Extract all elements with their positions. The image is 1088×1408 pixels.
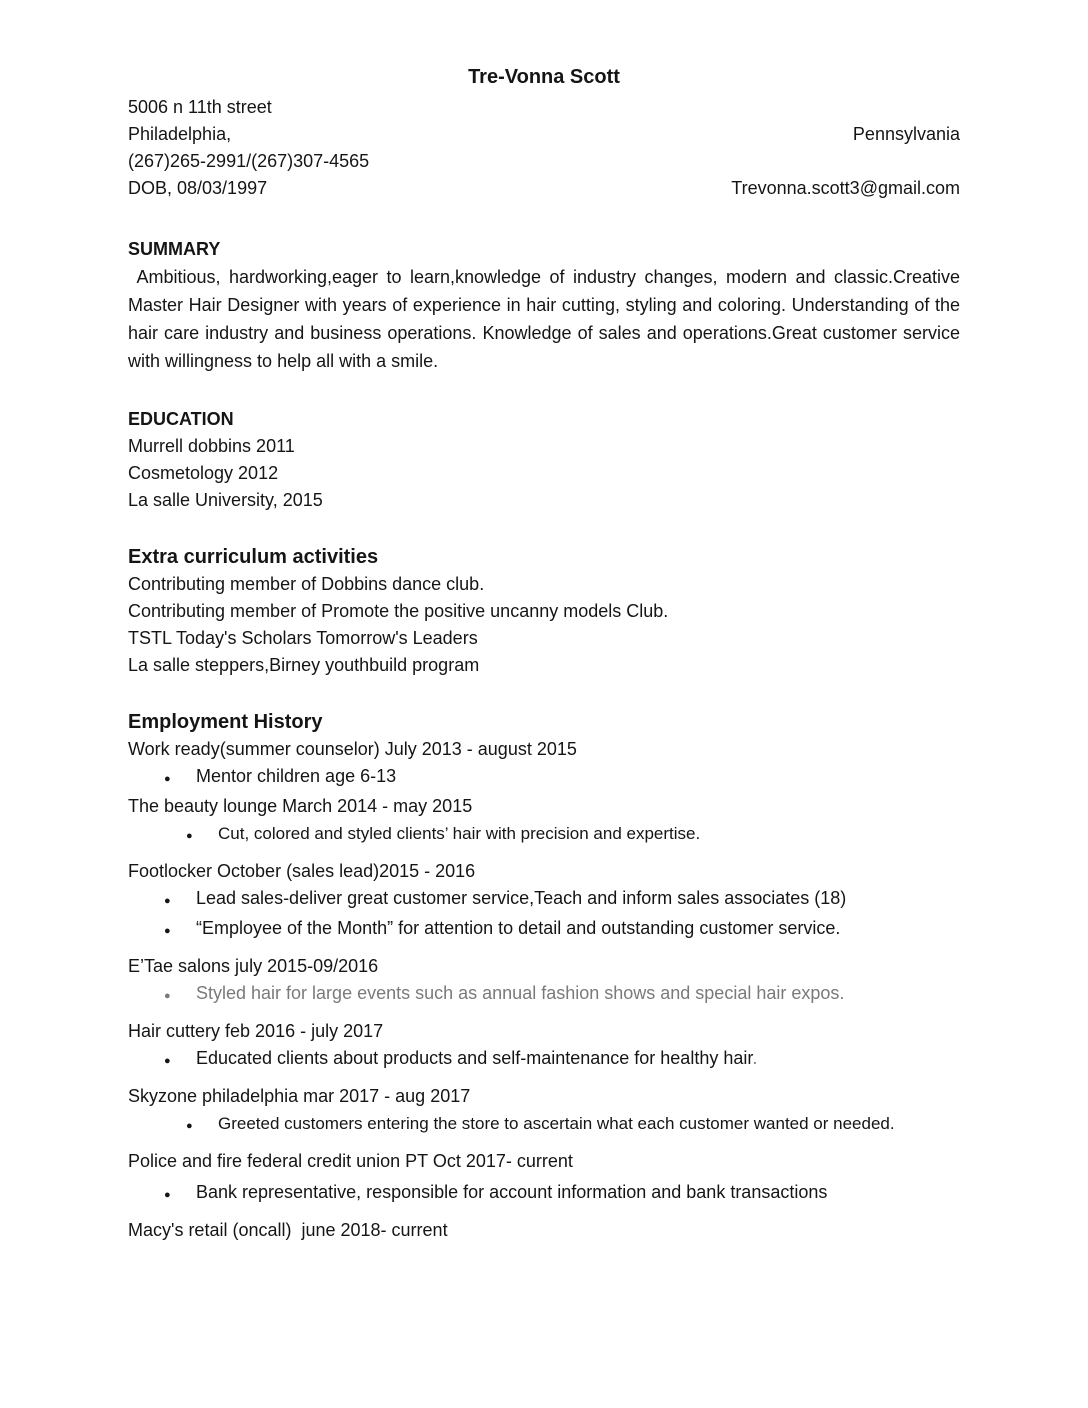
job-bullet: [128, 1045, 960, 1075]
job-entry: [128, 1018, 960, 1075]
job-entry: [128, 793, 960, 850]
extracurricular-item: Contributing member of Dobbins dance club.: [128, 574, 485, 594]
bullet-text: Lead sales-deliver great customer service,Teach and inform sales associates (18): [196, 888, 847, 908]
job-bullet: [128, 1179, 960, 1209]
job-entry: [128, 953, 960, 1010]
bullet-dot-icon: [164, 915, 196, 945]
extracurricular-item: TSTL Today's Scholars Tomorrow's Leaders: [128, 628, 478, 648]
job-title: The beauty lounge March 2014 - may 2015: [128, 796, 473, 816]
bullet-text: Bank representative, responsible for account information and bank transactions: [196, 1182, 828, 1202]
extracurricular-heading: Extra curriculum activities: [128, 546, 379, 568]
job-title: Footlocker October (sales lead)2015 - 2016: [128, 861, 476, 881]
extracurricular-list: [128, 571, 960, 679]
bullet-text: Styled hair for large events such as annual fashion shows and special hair expos.: [196, 983, 845, 1003]
bullet-text: Mentor children age 6-13: [196, 766, 397, 786]
job-bullet: [128, 915, 960, 945]
education-item: La salle University, 2015: [128, 490, 323, 510]
job-title: Work ready(summer counselor) July 2013 - august 2015: [128, 739, 577, 759]
education-item: Cosmetology 2012: [128, 463, 279, 483]
education-item: Murrell dobbins 2011: [128, 436, 295, 456]
job-bullet: [128, 763, 960, 793]
job-entry: [128, 1148, 960, 1209]
job-title: Skyzone philadelphia mar 2017 - aug 2017: [128, 1086, 471, 1106]
education-list: [128, 433, 960, 514]
extracurricular-item: La salle steppers,Birney youthbuild program: [128, 655, 480, 675]
bullet-dot-icon: [164, 763, 196, 793]
bullet-dot-icon: [164, 1045, 196, 1075]
summary-text: Ambitious, hardworking,eager to learn,knowledge of industry changes, modern and classic.Creative Master Hair Designer with years of experience in hair cutting, styling and coloring. Understanding of the hair care industry and business operations. Knowledge of sales and operations.Great customer service with willingness to help all with a smile.: [128, 267, 966, 371]
bullet-text: “Employee of the Month” for attention to detail and outstanding customer service.: [196, 918, 841, 938]
bullet-text: Educated clients about products and self-maintenance for healthy hair.: [196, 1048, 758, 1068]
bullet-dot-icon: [186, 1110, 218, 1140]
resume-title: Tre-Vonna Scott: [468, 66, 620, 88]
bullet-text-gray-period: .: [752, 1048, 758, 1068]
job-bullet: [128, 820, 960, 850]
job-bullet: [128, 1110, 960, 1140]
job-title: Police and fire federal credit union PT Oct 2017- current: [128, 1151, 573, 1171]
bullet-dot-icon: [186, 820, 218, 850]
job-bullet: [128, 980, 960, 1010]
employment-heading: Employment History: [128, 711, 323, 733]
bullet-text: Greeted customers entering the store to ascertain what each customer wanted or needed.: [218, 1114, 895, 1133]
city-state-row: [128, 121, 960, 148]
contact-block: [128, 94, 960, 202]
job-entry: [128, 858, 960, 945]
job-title: Macy's retail (oncall) june 2018- current: [128, 1220, 448, 1240]
job-entry: [128, 1083, 960, 1140]
bullet-dot-icon: [164, 1179, 196, 1209]
job-entry: [128, 736, 960, 793]
job-entry: [128, 1217, 960, 1244]
job-bullet: [128, 885, 960, 915]
address-street: 5006 n 11th street: [128, 97, 272, 117]
dob-text: DOB, 08/03/1997: [128, 178, 268, 198]
dob-email-row: [128, 175, 960, 202]
address-city: Philadelphia,: [128, 124, 232, 144]
phone-numbers: (267)265-2991/(267)307-4565: [128, 151, 370, 171]
bullet-text: Cut, colored and styled clients’ hair with precision and expertise.: [218, 824, 701, 843]
education-heading: EDUCATION: [128, 409, 234, 429]
address-state: Pennsylvania: [852, 124, 960, 144]
extracurricular-item: Contributing member of Promote the positive uncanny models Club.: [128, 601, 669, 621]
email-text: Trevonna.scott3@gmail.com: [731, 178, 960, 198]
job-title: E’Tae salons july 2015-09/2016: [128, 956, 379, 976]
bullet-dot-icon: [164, 885, 196, 915]
bullet-dot-icon: [164, 980, 196, 1010]
summary-heading: SUMMARY: [128, 239, 221, 259]
job-title: Hair cuttery feb 2016 - july 2017: [128, 1021, 384, 1041]
